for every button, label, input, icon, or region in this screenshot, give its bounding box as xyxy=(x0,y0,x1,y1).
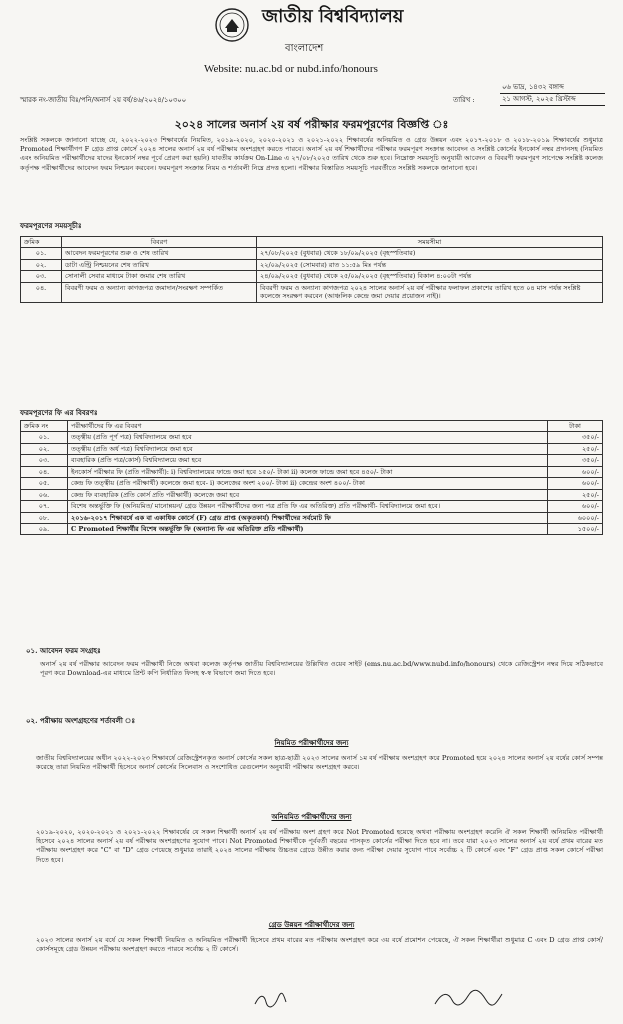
col-description: পরীক্ষার্থীদের ফি এর বিবরণ xyxy=(68,421,548,432)
intro-paragraph: সংশ্লিষ্ট সকলকে জানানো যাচ্ছে যে, ২০২২-২০২৩ শিক্ষাবর্ষের নিয়মিত, ২০১৯-২০২০, ২০২০-২০২১ ও ২০২১-২০২২ শিক্ষাবর্ষের অনিয়মিত ও গ্রেড উন্নয়ন এবং ২০১৭-২০১৮ ও ২০১৮-২০১৯ শিক্ষাবর্ষের শুধুমাত্র Promoted শিক্ষার্থীগণ F গ্রেড প্রাপ্ত কোর্সে ২০২৪ সালের অনার্স ২য় বর্ষ পরীক্ষায় অংশগ্রহণ করতে পারবে। অনার্স ২য় বর্ষ শিক্ষার্থীদের পরীক্ষার ফরমপূরণ সংক্রান্ত আবেদন ও সংশ্লিষ্ট কোর্সের ইনকোর্স নম্বর প্রদানসহ (নিয়মিত এবং অনিয়মিত পরীক্ষার্থীদের যাদের ইনকোর্স নম্বর পূর্বে প্রেরণ করা হয়নি) যাবতীয় কার্যক্রম On-Line এ ২৭/০৮/২০২৫ তারিখ থেকে শুরু হবে। নিম্নোক্ত সময়সূচি অনুযায়ী আবেদন ও বিবরণী ফরমপূরণ সাপেক্ষে সংশ্লিষ্ট কলেজ কর্তৃপক্ষ পরীক্ষার্থীদের আবেদন ফরম নিশ্চয়ন করবেন। ফরমপূরণ সংক্রান্ত নিয়ম ও শর্তাবলী নিম্নে প্রদত্ত হলো। পরীক্ষার বিস্তারিত সময়সূচি পরবর্তীতে সংশ্লিষ্ট সকলকে জানানো হবে। xyxy=(20,136,603,172)
table-row: ০৯. C Promoted শিক্ষার্থীর বিশেষ অন্তর্ভুক্তি ফি (অন্যান্য ফি এর অতিরিক্ত প্রতি পরীক্ষার্থী) ১৫০০/- xyxy=(21,523,603,534)
notice-title: ২০২৪ সালের অনার্স ২য় বর্ষ পরীক্ষার ফরমপূরণের বিজ্ঞপ্তি ঃ xyxy=(174,118,449,131)
table-header-row xyxy=(21,421,603,432)
table-row: ০৮. ২০১৬-২০১৭ শিক্ষাবর্ষে এক বা একাধিক কোর্সে (F) গ্রেড প্রাপ্ত (অকৃতকার্য) শিক্ষার্থীদের সর্বমোট ফি ৬০০০/- xyxy=(21,512,603,523)
regular-heading: নিয়মিত পরীক্ষার্থীদের জন্য xyxy=(274,738,349,747)
section1-text: অনার্স ২য় বর্ষ পরীক্ষার আবেদন ফরম পরীক্ষার্থী নিজে অথবা কলেজ কর্তৃপক্ষ জাতীয় বিশ্ববিদ্যালয়ের উল্লিখিত ওয়েব সাইট (ems.nu.ac.bd/www.nubd.info/honours) থেকে রেজিস্ট্রেশন নম্বর দিয়ে সঠিকভাবে পূরণ করে Download-এর মাধ্যমে প্রিন্ট কপি নির্ধারিত ফিসহ স্ব-স্ব বিভাগে জমা দিতে হবে। xyxy=(40,660,603,678)
date-english: ২১ আগস্ট, ২০২৫ খ্রিস্টাব্দ xyxy=(500,94,605,106)
irregular-text: ২০১৯-২০২০, ২০২০-২০২১ ও ২০২১-২০২২ শিক্ষাবর্ষের যে সকল শিক্ষার্থী অনার্স ২য় বর্ষ পরীক্ষায় অংশ গ্রহণ করে Not Promoted হয়েছে অথবা পরীক্ষায় অংশগ্রহণ করেনি ঐ সকল শিক্ষার্থী অনিয়মিত পরীক্ষার্থী হিসেবে ২০২৪ সালের অনার্স ২য় বর্ষ পরীক্ষায় অংশগ্রহণের সুযোগ পাবে। Not Promoted শিক্ষার্থীকে পূর্ববর্তী বছরের পাসকৃত কোর্সের পরীক্ষা দিতে হবে না। তবে যারা ২০২৩ সালের অনার্স ২য় বর্ষে প্রথম বারের মত পরীক্ষায় অংশগ্রহণ করে "C" বা "D" গ্রেড পেয়েছে শুধুমাত্র তারাই ২০২৪ সালের পরীক্ষায় উচ্চতর গ্রেডে উন্নীত করার জন্য পরীক্ষা দেয়ার সুযোগ পাবে সর্বোচ্চ ২ টি কোর্সে এবং "F" গ্রেড প্রাপ্ত সকল কোর্সে পরীক্ষা দিতে হবে। xyxy=(36,828,603,864)
date-block xyxy=(500,82,605,106)
date-bangla: ০৬ ভাদ্র, ১৪৩২ বঙ্গাব্দ xyxy=(500,82,605,94)
table-row: ০৩. ব্যবহারিক (প্রতি পত্র/কোর্স) বিশ্ববিদ্যালয়ে জমা হবে ৩৫০/- xyxy=(21,455,603,466)
university-name: জাতীয় বিশ্ববিদ্যালয় xyxy=(262,6,404,27)
irregular-heading: অনিয়মিত পরীক্ষার্থীদের জন্য xyxy=(271,812,352,821)
table-row: ০১. তত্ত্বীয় (প্রতি পূর্ণ পত্র) বিশ্ববিদ্যালয়ে জমা হবে ৩৫০/- xyxy=(21,432,603,443)
table-row: ০২. ডাটা এন্ট্রি নিশ্চয়নের শেষ তারিখ ২২/০৯/২০২৫ (সোমবার) রাত ১১:৫৯ মিঃ পর্যন্ত xyxy=(21,259,603,270)
table-row: ০৬. কেন্দ্র ফি ব্যবহারিক (প্রতি কোর্স প্রতি পরীক্ষার্থী) কলেজে জমা হবে ২৫০/- xyxy=(21,489,603,500)
col-time: সময়সীমা xyxy=(257,237,603,248)
table-row: ০৫. কেন্দ্র ফি তত্ত্বীয় (প্রতি পরীক্ষার্থী) কলেজে জমা হবে- i) কলেজের অংশ ২০০/- টাকা ii) কেন্দ্রের অংশ ৪০০/- টাকা ৬০০/- xyxy=(21,478,603,489)
table-header-row xyxy=(21,237,603,248)
col-description: বিবরণ xyxy=(62,237,257,248)
schedule-table xyxy=(20,236,603,303)
section1-heading: ০১. আবেদন ফরম সংগ্রহঃ xyxy=(26,646,101,655)
regular-text: জাতীয় বিশ্ববিদ্যালয়ের অধীন ২০২২-২০২৩ শিক্ষাবর্ষে রেজিস্ট্রেশনকৃত অনার্স কোর্সের সকল ছাত্র-ছাত্রী ২০২৩ সালের অনার্স ১ম বর্ষ পরীক্ষায় অংশগ্রহণ করে Promoted হয়ে ২০২৪ সালের অনার্স ২য় বর্ষের কোর্স সম্পন্ন করেছে তারা নিয়মিত পরীক্ষার্থী হিসেবে অনার্স কোর্সের সিলেবাস ও সংশোধিত রেগুলেশন অনুযায়ী পরীক্ষায় অংশগ্রহণ করবে। xyxy=(36,754,603,772)
col-serial: ক্রমিক নং xyxy=(21,421,68,432)
country-name: বাংলাদেশ xyxy=(285,43,324,54)
table-row: ০২. তত্ত্বীয় (প্রতি অর্ধ পত্র) বিশ্ববিদ্যালয়ে জমা হবে ২৫০/- xyxy=(21,443,603,454)
signature-right-icon xyxy=(432,986,504,1010)
table-row: ০১. আবেদন ফরমপূরণের শুরু ও শেষ তারিখ ২৭/০৮/২০২৫ (বুধবার) থেকে ১৮/০৯/২০২৫ (বৃহস্পতিবার) xyxy=(21,248,603,259)
improvement-heading: গ্রেড উন্নয়ন পরীক্ষার্থীদের জন্য xyxy=(268,920,355,929)
section2-heading: ০২. পরীক্ষায় অংশগ্রহণের শর্তাবলী ঃ xyxy=(26,716,136,725)
memo-reference: স্মারক নং-জাতীয় বিঃ/পনি/অনার্স ২য় বর্ষ/৪৬/২০২৪/১০৩০০ xyxy=(20,96,187,104)
table-row: ০৭. বিশেষ অন্তর্ভুক্তি ফি (অনিয়মিত/ মানোন্নয়ন/ গ্রেড উন্নয়ন পরীক্ষার্থীদের জন্য পত্র প্রতি ফি এর অতিরিক্ত) প্রতি পরীক্ষার্থী- বিশ্ববিদ্যালয়ে জমা হবে। ৬০০/- xyxy=(21,501,603,512)
university-seal-icon xyxy=(215,8,249,42)
improvement-text: ২০২৩ সালের অনার্স ২য় বর্ষে যে সকল শিক্ষার্থী নিয়মিত ও অনিয়মিত পরীক্ষার্থী হিসেবে প্রথম বারের মত পরীক্ষায় অংশগ্রহণ করে ৩য় বর্ষে প্রমোশন পেয়েছে, ঐ সকল শিক্ষার্থীরা শুধুমাত্র C এবং D গ্রেড প্রাপ্ত কোর্স/কোর্সসমূহে গ্রেড উন্নয়ন পরীক্ষায় অংশগ্রহণ করতে পারবে সর্বোচ্চ ২ টি কোর্সে। xyxy=(36,936,603,954)
signature-left-icon xyxy=(252,990,288,1010)
schedule-heading: ফরমপূরণের সময়সূচীঃ xyxy=(20,221,82,230)
website-line: Website: nu.ac.bd or nubd.info/honours xyxy=(204,63,378,75)
col-serial: ক্রমিক xyxy=(21,237,62,248)
fees-table xyxy=(20,420,603,535)
col-amount: টাকা xyxy=(548,421,603,432)
date-label: তারিখ : xyxy=(453,96,475,104)
fees-heading: ফরমপূরণের ফি এর বিবরণঃ xyxy=(20,408,98,417)
table-row: ০৩. সোনালী সেবার মাধ্যমে টাকা জমার শেষ তারিখ ২৪/০৯/২০২৫ (বুধবার) থেকে ২৫/০৯/২০২৫ (বৃহস্পতিবার) বিকাল ৪:০০টা পর্যন্ত xyxy=(21,271,603,282)
table-row: ০৪. ইনকোর্স পরীক্ষার ফি (প্রতি পরীক্ষার্থী): i) বিশ্ববিদ্যালয়ের ফান্ডে জমা হবে ১৫০/- টাকা ii) কলেজ ফান্ডে জমা হবে ৪৫০/- টাকা ৬০০/- xyxy=(21,466,603,477)
table-row: ০৪. বিবরণী ফরম ও অন্যান্য কাগজপত্র জমাদান/সংরক্ষণ সম্পর্কিত বিবরণী ফরম ও অন্যান্য কাগজপত্র ২০২৪ সালের অনার্স ২য় বর্ষ পরীক্ষার ফলাফল প্রকাশের তারিখ হতে ০৪ মাস পর্যন্ত সংশ্লিষ্ট কলেজে সংরক্ষণ করবেন (আঞ্চলিক কেন্দ্রে জমা দেয়ার প্রয়োজন নাই)। xyxy=(21,282,603,302)
